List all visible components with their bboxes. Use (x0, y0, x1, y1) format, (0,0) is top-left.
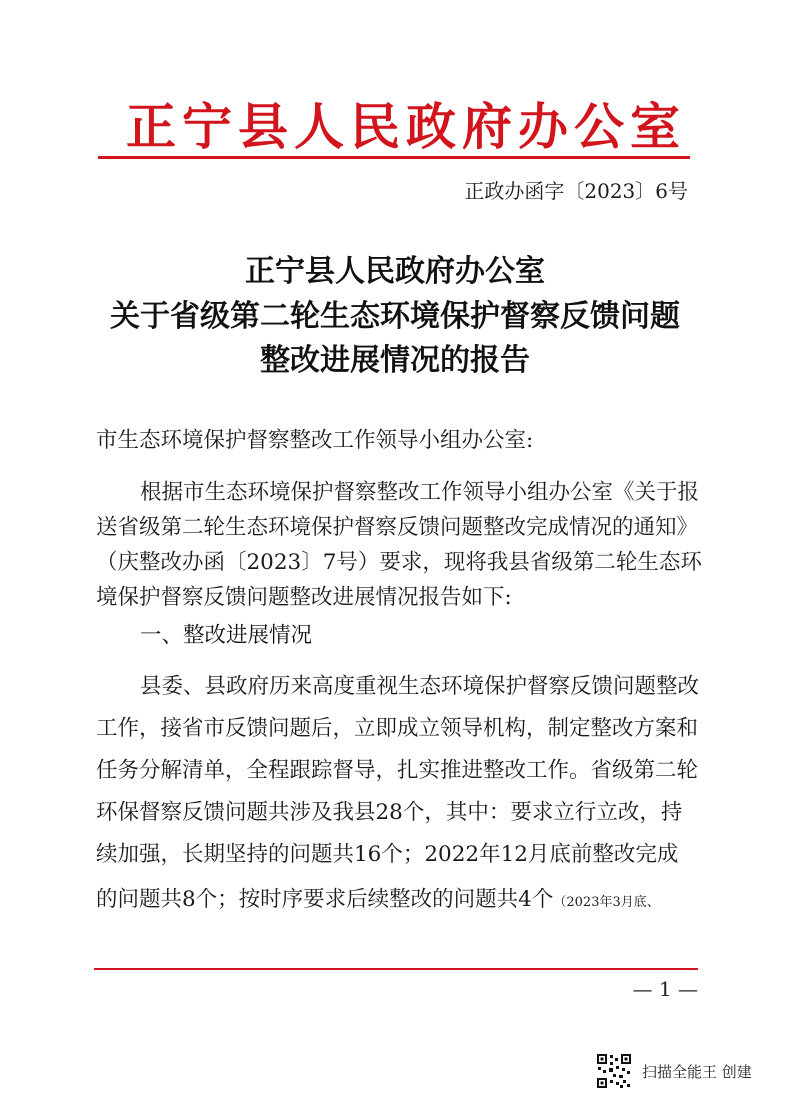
paragraph-1-line: （庆整改办函〔2023〕7号）要求，现将我县省级第二轮生态环 (96, 550, 702, 575)
title-line-3: 整改进展情况的报告 (260, 343, 530, 378)
paragraph-2-line: 环保督察反馈问题共涉及我县28个，其中：要求立行立改，持 (96, 800, 683, 825)
title-line-2: 关于省级第二轮生态环境保护督察反馈问题 (110, 299, 680, 334)
section-heading: 一、整改进展情况 (140, 623, 313, 648)
letterhead-org-name: 正宁县人民政府办公室 (126, 97, 686, 156)
footer-red-rule (94, 968, 698, 970)
document-number: 正政办函字〔2023〕6号 (464, 179, 688, 203)
paragraph-2-small-note: （2023年3月底、 (553, 895, 660, 910)
paragraph-1-line: 送省级第二轮生态环境保护督察反馈问题整改完成情况的通知》 (96, 515, 699, 540)
paragraph-1-line: 境保护督察反馈问题整改进展情况报告如下: (96, 585, 512, 610)
paragraph-2-line: 任务分解清单，全程跟踪督导，扎实推进整改工作。省级第二轮 (96, 758, 699, 783)
page-number: — 1 — (632, 977, 698, 1001)
paragraph-2-line (96, 883, 660, 920)
letterhead-red-rule (98, 156, 690, 159)
title-line-1: 正宁县人民政府办公室 (245, 254, 545, 289)
paragraph-2-last-text: 的问题共8个；按时序要求后续整改的问题共4个 (96, 887, 554, 912)
salutation: 市生态环境保护督察整改工作领导小组办公室: (96, 428, 534, 453)
paragraph-2-line: 工作，接省市反馈问题后，立即成立领导机构，制定整改方案和 (96, 716, 699, 741)
qr-code-icon (596, 1053, 632, 1089)
paragraph-1-line: 根据市生态环境保护督察整改工作领导小组办公室《关于报 (140, 480, 700, 505)
paragraph-2-line: 续加强，长期坚持的问题共16个；2022年12月底前整改完成 (96, 842, 679, 867)
paragraph-2-line: 县委、县政府历来高度重视生态环境保护督察反馈问题整改 (140, 674, 700, 699)
scanner-watermark-label: 扫描全能王 创建 (642, 1063, 752, 1081)
